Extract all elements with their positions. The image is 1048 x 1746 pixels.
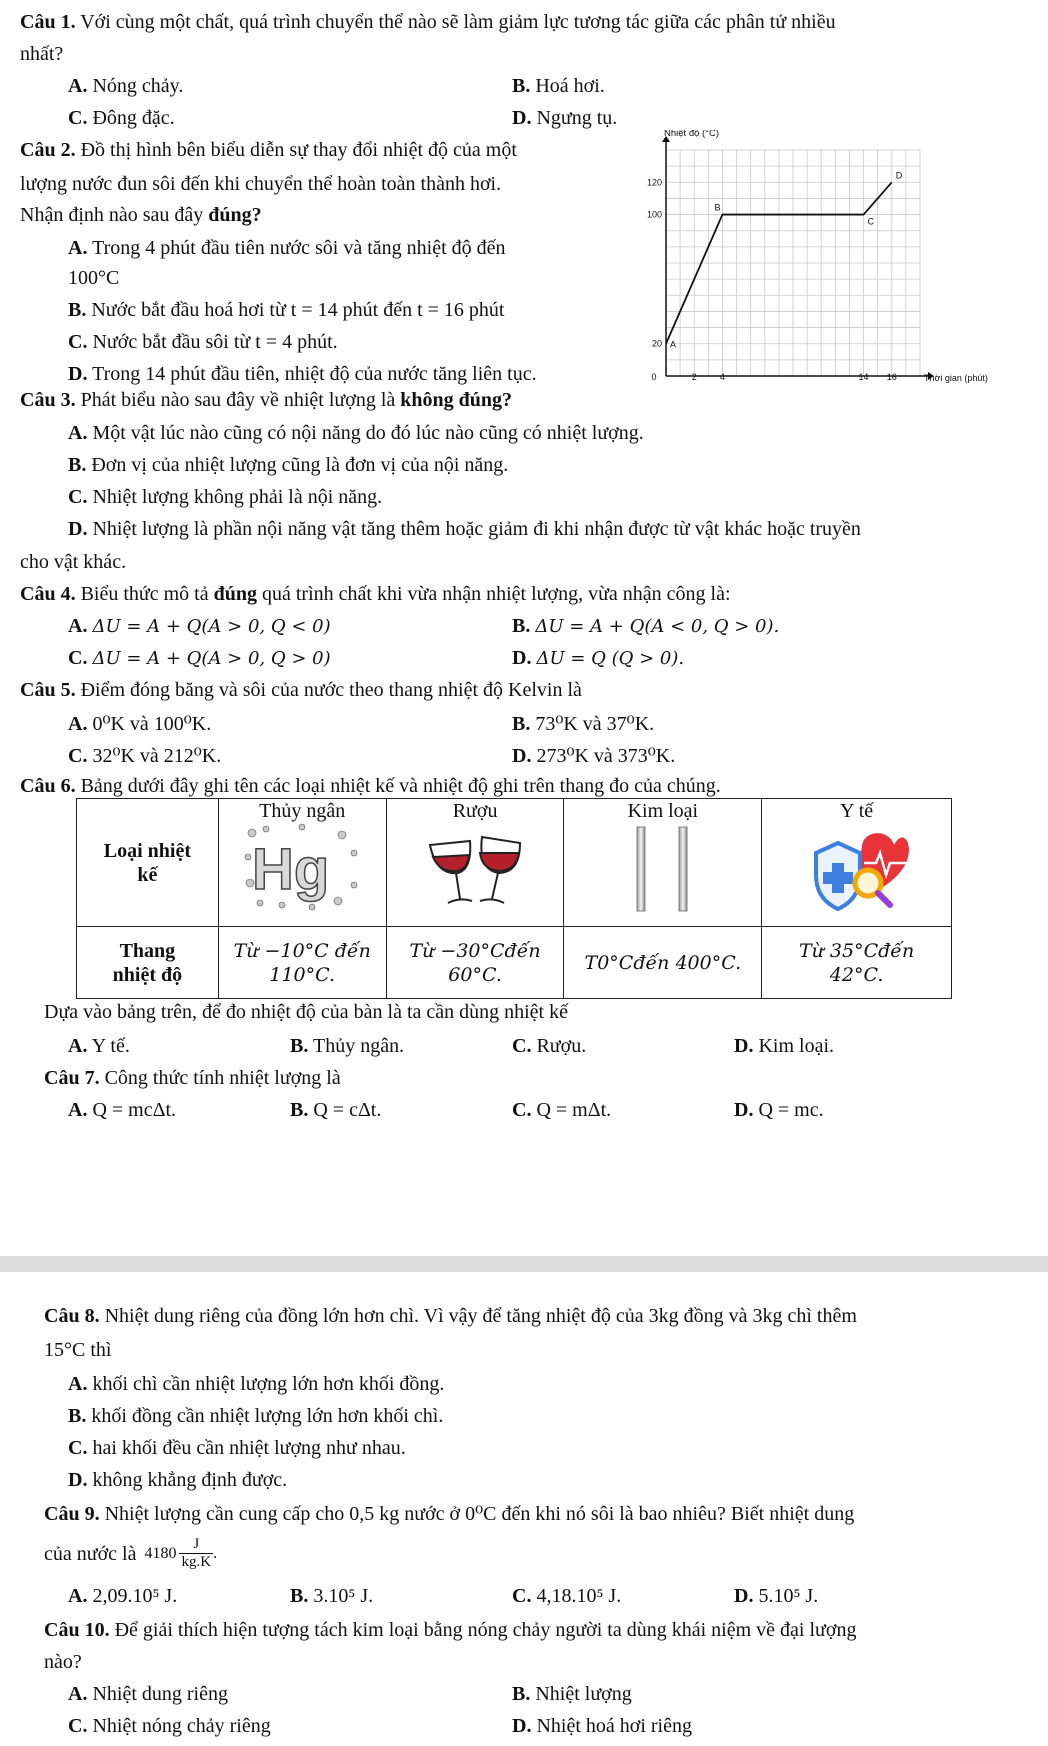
metal-rods-icon — [623, 823, 703, 913]
q6-followup: Dựa vào bảng trên, để đo nhiệt độ của bàn là ta cần dùng nhiệt kế — [44, 1001, 568, 1023]
q4-option-d: D. ΔU = Q (Q > 0). — [512, 647, 685, 669]
x-tick-label: 4 — [719, 372, 725, 382]
svg-text:Hg: Hg — [252, 837, 330, 902]
q3-option-d: D. Nhiệt lượng là phần nội năng vật tăng thêm hoặc giảm đi khi nhận được từ vật khác hoặc truyền — [68, 518, 861, 540]
q10-option-d: D. Nhiệt hoá hơi riêng — [512, 1715, 692, 1737]
q8-stem-line2: 15°C thì — [44, 1339, 112, 1361]
q4-option-c: C. ΔU = A + Q(A > 0, Q > 0) — [68, 647, 331, 669]
column-name-medical: Y tế — [840, 800, 874, 822]
q2-stem-line3: Nhận định nào sau đây đúng? — [20, 204, 262, 226]
x-tick-label: 0 — [651, 372, 657, 382]
q5-stem: Câu 5. Điểm đóng băng và sôi của nước theo thang nhiệt độ Kelvin là — [20, 679, 582, 701]
point-label: A — [670, 339, 677, 350]
scale-metal: T0°Cđến 400°C. — [564, 927, 762, 999]
q10-option-b: B. Nhiệt lượng — [512, 1683, 632, 1705]
y-tick-label: 100 — [646, 209, 662, 220]
point-label: D — [895, 170, 903, 181]
worksheet-page-2 — [0, 1272, 1048, 1746]
q6-option-d: D. Kim loại. — [734, 1035, 834, 1057]
q9-option-b: B. 3.10⁵ J. — [290, 1585, 374, 1607]
table-row-header-type: Loại nhiệt kế — [77, 799, 219, 927]
q1-option-c: C. Đông đặc. — [68, 107, 175, 129]
q10-stem-line2: nào? — [44, 1651, 82, 1673]
q2-option-a: A. Trong 4 phút đầu tiên nước sôi và tăng nhiệt độ đến — [68, 237, 506, 259]
scale-mercury: Từ −10°C đến 110°C. — [218, 927, 386, 999]
q1-option-d: D. Ngưng tụ. — [512, 107, 618, 129]
q10-option-a: A. Nhiệt dung riêng — [68, 1683, 228, 1705]
q9-stem-line1: Câu 9. Nhiệt lượng cần cung cấp cho 0,5 kg nước ở 0⁰C đến khi nó sôi là bao nhiêu? Biết nhiệt dung — [44, 1503, 855, 1525]
y-tick-label: 20 — [651, 338, 662, 349]
q2-stem-line2: lượng nước đun sôi đến khi chuyển thể hoàn toàn thành hơi. — [20, 173, 502, 195]
y-axis-label: Nhiệt độ (°C) — [664, 130, 720, 139]
q7-option-b: B. Q = cΔt. — [290, 1099, 382, 1121]
q8-option-c: C. hai khối đều cần nhiệt lượng như nhau. — [68, 1437, 406, 1459]
x-tick-label: 14 — [858, 372, 869, 382]
q4-option-a: A. ΔU = A + Q(A > 0, Q < 0) — [68, 615, 331, 637]
point-label: B — [714, 202, 721, 213]
q8-stem-line1: Câu 8. Nhiệt dung riêng của đồng lớn hơn chì. Vì vậy để tăng nhiệt độ của 3kg đồng và 3kg chì thêm — [44, 1305, 857, 1327]
q3-stem: Câu 3. Phát biểu nào sau đây về nhiệt lượng là không đúng? — [20, 389, 513, 411]
q9-unit-fraction: J kg.K — [181, 1536, 212, 1571]
q2-option-b: B. Nước bắt đầu hoá hơi từ t = 14 phút đến t = 16 phút — [68, 299, 505, 321]
page-separator — [0, 1256, 1048, 1272]
q1-label: Câu 1. — [20, 11, 76, 33]
table-cell-metal — [564, 799, 762, 927]
q9-unit-value: 4180 — [144, 1545, 177, 1563]
q1-stem-line1 — [20, 10, 836, 34]
q3-option-c: C. Nhiệt lượng không phải là nội năng. — [68, 486, 383, 508]
column-name-metal: Kim loại — [627, 800, 699, 822]
q2-option-a-cont: 100°C — [68, 267, 120, 289]
q2-option-c: C. Nước bắt đầu sôi từ t = 4 phút. — [68, 331, 338, 353]
q5-option-d: D. 273⁰K và 373⁰K. — [512, 745, 676, 767]
q10-stem-line1: Câu 10. Để giải thích hiện tượng tách kim loại bằng nóng chảy người ta dùng khái niệm về đại lượng — [44, 1619, 857, 1641]
q8-option-a: A. khối chì cần nhiệt lượng lớn hơn khối đồng. — [68, 1373, 445, 1395]
q3-option-b: B. Đơn vị của nhiệt lượng cũng là đơn vị của nội năng. — [68, 454, 509, 476]
table-cell-alcohol — [386, 799, 564, 927]
q9-stem-line2: của nước là 4180 J kg.K . — [44, 1536, 218, 1571]
table-cell-mercury — [218, 799, 386, 927]
q6-option-c: C. Rượu. — [512, 1035, 587, 1057]
y-tick-label: 120 — [646, 177, 662, 188]
column-name-alcohol: Rượu — [452, 800, 498, 822]
x-axis-label: Thời gian (phút) — [924, 373, 988, 383]
q8-option-b: B. khối đồng cần nhiệt lượng lớn hơn khối chì. — [68, 1405, 444, 1427]
q5-option-a: A. 0⁰K và 100⁰K. — [68, 713, 212, 735]
q6-stem: Câu 6. Bảng dưới đây ghi tên các loại nhiệt kế và nhiệt độ ghi trên thang đo của chúng. — [20, 775, 721, 797]
medical-heart-shield-icon — [802, 823, 912, 915]
wine-glasses-icon — [420, 823, 530, 913]
q8-option-d: D. không khẳng định được. — [68, 1469, 288, 1491]
q1-text: Với cùng một chất, quá trình chuyển thể nào sẽ làm giảm lực tương tác giữa các phân tử nhiều — [80, 11, 836, 33]
q4-stem: Câu 4. Biểu thức mô tả đúng quá trình chất khi vừa nhận nhiệt lượng, vừa nhận công là: — [20, 583, 731, 605]
scale-alcohol: Từ −30°Cđến 60°C. — [386, 927, 564, 999]
thermometer-table — [76, 798, 952, 999]
q2-option-d: D. Trong 14 phút đầu tiên, nhiệt độ của nước tăng liên tục. — [68, 363, 537, 385]
table-cell-medical — [762, 799, 952, 927]
mercury-hg-icon — [242, 823, 362, 911]
x-tick-label: 16 — [886, 372, 897, 382]
scale-medical: Từ 35°Cđến 42°C. — [762, 927, 952, 999]
q2-stem-line1: Câu 2. Đồ thị hình bên biểu diễn sự thay đổi nhiệt độ của một — [20, 139, 517, 161]
q5-option-c: C. 32⁰K và 212⁰K. — [68, 745, 222, 767]
x-tick-label: 2 — [691, 372, 697, 382]
q7-stem: Câu 7. Công thức tính nhiệt lượng là — [44, 1067, 341, 1089]
column-name-mercury: Thủy ngân — [259, 800, 346, 822]
q3-option-d-cont: cho vật khác. — [20, 551, 127, 573]
point-label: C — [867, 216, 875, 227]
q1-option-a: A. Nóng chảy. — [68, 75, 184, 97]
table-row-header-scale: Thang nhiệt độ — [77, 927, 219, 999]
q9-option-c: C. 4,18.10⁵ J. — [512, 1585, 622, 1607]
q4-option-b: B. ΔU = A + Q(A < 0, Q > 0). — [512, 615, 780, 637]
q7-option-c: C. Q = mΔt. — [512, 1099, 612, 1121]
temperature-time-chart — [640, 130, 1010, 392]
q1-option-b: B. Hoá hơi. — [512, 75, 605, 97]
q7-option-a: A. Q = mcΔt. — [68, 1099, 177, 1121]
q9-option-d: D. 5.10⁵ J. — [734, 1585, 819, 1607]
q7-option-d: D. Q = mc. — [734, 1099, 824, 1121]
q5-option-b: B. 73⁰K và 37⁰K. — [512, 713, 655, 735]
q1-stem-line2: nhất? — [20, 43, 64, 65]
q6-option-a: A. Y tế. — [68, 1035, 130, 1057]
q9-option-a: A. 2,09.10⁵ J. — [68, 1585, 178, 1607]
q3-option-a: A. Một vật lúc nào cũng có nội năng do đó lúc nào cũng có nhiệt lượng. — [68, 422, 644, 444]
q6-option-b: B. Thủy ngân. — [290, 1035, 405, 1057]
q10-option-c: C. Nhiệt nóng chảy riêng — [68, 1715, 271, 1737]
